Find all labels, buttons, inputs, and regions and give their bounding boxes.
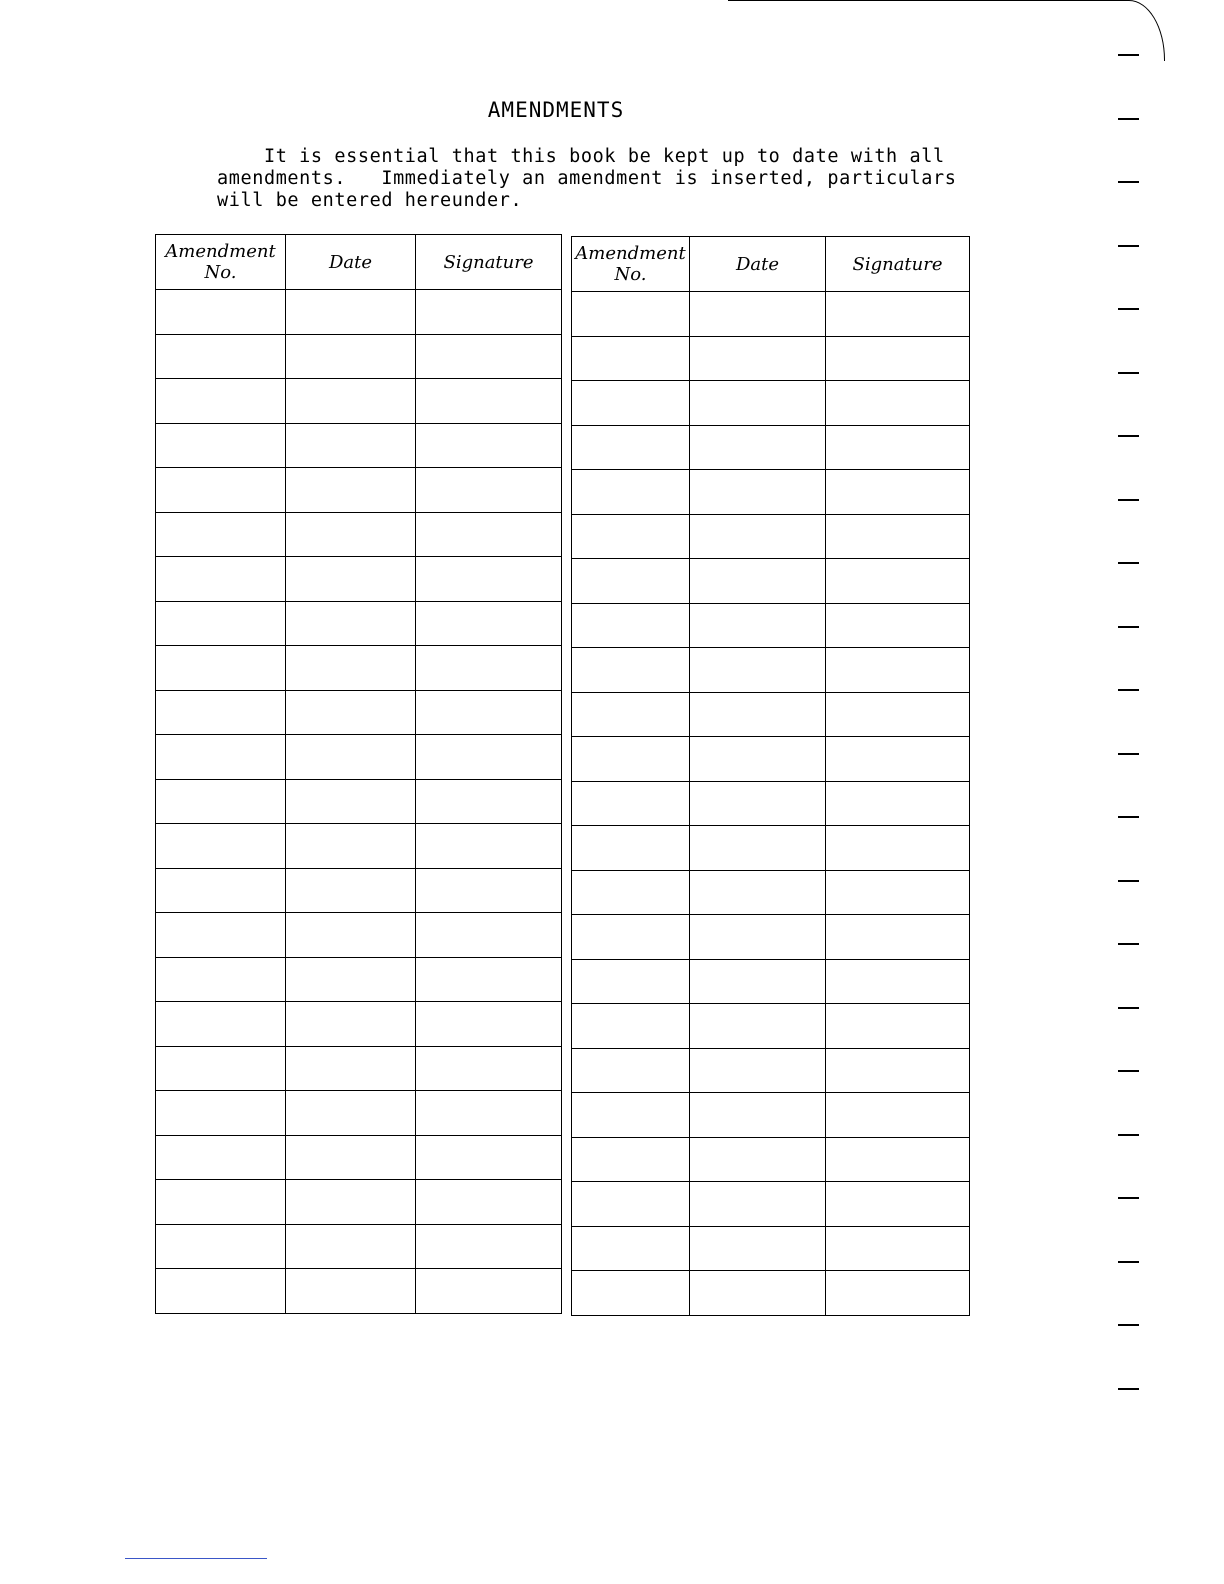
date-cell bbox=[690, 1271, 826, 1316]
date-cell bbox=[690, 826, 826, 871]
table-row bbox=[156, 957, 562, 1002]
margin-tick bbox=[1118, 499, 1139, 501]
page-corner-curl bbox=[1128, 0, 1165, 61]
header-amendment-no: Amendment No. bbox=[572, 237, 690, 292]
table-row bbox=[156, 1180, 562, 1225]
date-cell bbox=[690, 292, 826, 337]
amendment-no-cell bbox=[572, 870, 690, 915]
table-row bbox=[156, 1046, 562, 1091]
margin-tick bbox=[1118, 435, 1139, 437]
date-cell bbox=[690, 514, 826, 559]
date-cell bbox=[286, 468, 416, 513]
intro-line: It is essential that this book be kept up to date with all bbox=[217, 146, 945, 167]
date-cell bbox=[690, 425, 826, 470]
table-row bbox=[156, 557, 562, 602]
date-cell bbox=[286, 1180, 416, 1225]
signature-cell bbox=[826, 514, 970, 559]
table-row bbox=[156, 423, 562, 468]
date-cell bbox=[286, 868, 416, 913]
amendment-no-cell bbox=[156, 290, 286, 335]
amendment-no-cell bbox=[156, 690, 286, 735]
signature-cell bbox=[826, 870, 970, 915]
amendment-no-cell bbox=[156, 557, 286, 602]
amendment-no-cell bbox=[156, 379, 286, 424]
table-row bbox=[572, 292, 970, 337]
margin-tick bbox=[1118, 1197, 1139, 1199]
date-cell bbox=[286, 646, 416, 691]
signature-cell bbox=[826, 336, 970, 381]
amendment-no-cell bbox=[156, 512, 286, 557]
date-cell bbox=[286, 1224, 416, 1269]
signature-cell bbox=[826, 1271, 970, 1316]
table-body bbox=[572, 292, 970, 1316]
amendment-no-cell bbox=[572, 425, 690, 470]
table-row bbox=[156, 379, 562, 424]
table-row bbox=[156, 290, 562, 335]
date-cell bbox=[690, 870, 826, 915]
table-row bbox=[156, 512, 562, 557]
signature-cell bbox=[826, 603, 970, 648]
margin-tick bbox=[1118, 118, 1139, 120]
amendment-no-cell bbox=[156, 1269, 286, 1314]
signature-cell bbox=[416, 379, 562, 424]
table-header-row bbox=[572, 237, 970, 292]
date-cell bbox=[286, 735, 416, 780]
amendment-no-cell bbox=[156, 1002, 286, 1047]
date-cell bbox=[286, 1002, 416, 1047]
date-cell bbox=[286, 824, 416, 869]
margin-tick bbox=[1118, 626, 1139, 628]
date-cell bbox=[690, 781, 826, 826]
amendment-no-cell bbox=[572, 1226, 690, 1271]
date-cell bbox=[690, 1048, 826, 1093]
signature-cell bbox=[416, 646, 562, 691]
margin-tick bbox=[1118, 372, 1139, 374]
table-row bbox=[156, 868, 562, 913]
table-row bbox=[572, 514, 970, 559]
table-row bbox=[156, 690, 562, 735]
amendment-no-cell bbox=[572, 603, 690, 648]
table-row bbox=[156, 913, 562, 958]
amendment-no-cell bbox=[572, 1048, 690, 1093]
table-row bbox=[572, 870, 970, 915]
date-cell bbox=[690, 1226, 826, 1271]
amendment-no-cell bbox=[572, 826, 690, 871]
signature-cell bbox=[416, 913, 562, 958]
table-row bbox=[572, 648, 970, 693]
date-cell bbox=[286, 1091, 416, 1136]
table-row bbox=[572, 781, 970, 826]
date-cell bbox=[690, 559, 826, 604]
signature-cell bbox=[416, 557, 562, 602]
signature-cell bbox=[826, 1182, 970, 1227]
margin-tick bbox=[1118, 1070, 1139, 1072]
date-cell bbox=[690, 603, 826, 648]
table-row bbox=[572, 959, 970, 1004]
signature-cell bbox=[416, 1091, 562, 1136]
amendment-no-cell bbox=[572, 514, 690, 559]
table-row bbox=[156, 1135, 562, 1180]
signature-cell bbox=[826, 381, 970, 426]
date-cell bbox=[286, 290, 416, 335]
signature-cell bbox=[416, 601, 562, 646]
intro-line: will be entered hereunder. bbox=[217, 190, 523, 211]
date-cell bbox=[286, 601, 416, 646]
intro-line: amendments. Immediately an amendment is inserted, particulars bbox=[217, 168, 957, 189]
table-row bbox=[156, 334, 562, 379]
amendment-no-cell bbox=[156, 913, 286, 958]
table-row bbox=[572, 692, 970, 737]
amendment-no-cell bbox=[572, 1093, 690, 1138]
date-cell bbox=[690, 381, 826, 426]
signature-cell bbox=[826, 1093, 970, 1138]
signature-cell bbox=[416, 423, 562, 468]
amendment-no-cell bbox=[156, 1091, 286, 1136]
header-date: Date bbox=[690, 237, 826, 292]
header-amendment-no: Amendment No. bbox=[156, 235, 286, 290]
date-cell bbox=[690, 737, 826, 782]
amendment-no-cell bbox=[156, 1135, 286, 1180]
table-row bbox=[156, 1269, 562, 1314]
signature-cell bbox=[416, 957, 562, 1002]
signature-cell bbox=[416, 290, 562, 335]
date-cell bbox=[690, 1093, 826, 1138]
signature-cell bbox=[826, 1137, 970, 1182]
table-row bbox=[572, 1182, 970, 1227]
amendment-no-cell bbox=[572, 381, 690, 426]
margin-tick bbox=[1118, 689, 1139, 691]
table-row bbox=[156, 1002, 562, 1047]
date-cell bbox=[286, 557, 416, 602]
margin-tick bbox=[1118, 1261, 1139, 1263]
date-cell bbox=[286, 779, 416, 824]
table-row bbox=[156, 601, 562, 646]
amendment-no-cell bbox=[572, 648, 690, 693]
date-cell bbox=[286, 1135, 416, 1180]
table-row bbox=[572, 381, 970, 426]
amendment-no-cell bbox=[156, 824, 286, 869]
date-cell bbox=[286, 913, 416, 958]
amendment-no-cell bbox=[156, 468, 286, 513]
table-row bbox=[156, 1224, 562, 1269]
date-cell bbox=[690, 1137, 826, 1182]
amendment-table-left bbox=[155, 234, 562, 1314]
amendment-no-cell bbox=[572, 915, 690, 960]
margin-tick bbox=[1118, 181, 1139, 183]
amendment-no-cell bbox=[156, 868, 286, 913]
table-row bbox=[572, 470, 970, 515]
table-row bbox=[156, 779, 562, 824]
table-row bbox=[572, 603, 970, 648]
margin-tick bbox=[1118, 1007, 1139, 1009]
amendment-no-cell bbox=[572, 692, 690, 737]
amendment-no-cell bbox=[572, 336, 690, 381]
table-row bbox=[572, 737, 970, 782]
date-cell bbox=[286, 1269, 416, 1314]
signature-cell bbox=[416, 468, 562, 513]
signature-cell bbox=[416, 735, 562, 780]
date-cell bbox=[286, 512, 416, 557]
amendment-no-cell bbox=[156, 957, 286, 1002]
amendment-no-cell bbox=[156, 423, 286, 468]
margin-tick bbox=[1118, 1324, 1139, 1326]
date-cell bbox=[690, 1004, 826, 1049]
margin-tick bbox=[1118, 753, 1139, 755]
signature-cell bbox=[416, 512, 562, 557]
table-row bbox=[572, 1137, 970, 1182]
table-row bbox=[572, 1226, 970, 1271]
margin-tick bbox=[1118, 816, 1139, 818]
margin-tick bbox=[1118, 880, 1139, 882]
table-row bbox=[572, 425, 970, 470]
table-row bbox=[572, 915, 970, 960]
signature-cell bbox=[416, 1046, 562, 1091]
amendment-no-cell bbox=[156, 646, 286, 691]
signature-cell bbox=[826, 559, 970, 604]
amendment-no-cell bbox=[572, 781, 690, 826]
amendment-no-cell bbox=[156, 601, 286, 646]
intro-paragraph bbox=[217, 146, 957, 212]
signature-cell bbox=[826, 292, 970, 337]
table-row bbox=[572, 559, 970, 604]
amendment-no-cell bbox=[572, 1004, 690, 1049]
date-cell bbox=[286, 957, 416, 1002]
amendment-no-cell bbox=[572, 1182, 690, 1227]
amendment-no-cell bbox=[572, 292, 690, 337]
amendment-no-cell bbox=[572, 470, 690, 515]
date-cell bbox=[690, 959, 826, 1004]
signature-cell bbox=[416, 779, 562, 824]
amendment-no-cell bbox=[156, 1180, 286, 1225]
amendment-no-cell bbox=[572, 1271, 690, 1316]
page-edge-line bbox=[728, 0, 1128, 1]
signature-cell bbox=[826, 826, 970, 871]
signature-cell bbox=[826, 1004, 970, 1049]
signature-cell bbox=[826, 692, 970, 737]
date-cell bbox=[286, 423, 416, 468]
date-cell bbox=[690, 336, 826, 381]
signature-cell bbox=[416, 1224, 562, 1269]
margin-tick bbox=[1118, 54, 1139, 56]
date-cell bbox=[286, 379, 416, 424]
signature-cell bbox=[416, 1269, 562, 1314]
signature-cell bbox=[826, 425, 970, 470]
amendment-no-cell bbox=[156, 779, 286, 824]
table-row bbox=[156, 468, 562, 513]
margin-tick bbox=[1118, 943, 1139, 945]
signature-cell bbox=[826, 915, 970, 960]
table-row bbox=[572, 1093, 970, 1138]
signature-cell bbox=[416, 1180, 562, 1225]
date-cell bbox=[690, 1182, 826, 1227]
table-row bbox=[156, 735, 562, 780]
signature-cell bbox=[826, 1226, 970, 1271]
table-row bbox=[156, 646, 562, 691]
amendment-table-right bbox=[571, 236, 970, 1316]
signature-cell bbox=[826, 959, 970, 1004]
amendment-no-cell bbox=[572, 559, 690, 604]
table-row bbox=[156, 1091, 562, 1136]
amendment-no-cell bbox=[572, 959, 690, 1004]
table-row bbox=[572, 1048, 970, 1093]
signature-cell bbox=[826, 470, 970, 515]
signature-cell bbox=[416, 690, 562, 735]
signature-cell bbox=[416, 1002, 562, 1047]
margin-tick bbox=[1118, 245, 1139, 247]
table-row bbox=[572, 1271, 970, 1316]
table-row bbox=[572, 336, 970, 381]
margin-tick bbox=[1118, 308, 1139, 310]
date-cell bbox=[690, 648, 826, 693]
signature-cell bbox=[416, 1135, 562, 1180]
amendment-no-cell bbox=[156, 1224, 286, 1269]
header-signature: Signature bbox=[416, 235, 562, 290]
signature-cell bbox=[826, 648, 970, 693]
date-cell bbox=[690, 692, 826, 737]
amendment-no-cell bbox=[156, 735, 286, 780]
footer-rule bbox=[125, 1558, 267, 1559]
date-cell bbox=[690, 470, 826, 515]
table-row bbox=[156, 824, 562, 869]
table-row bbox=[572, 1004, 970, 1049]
date-cell bbox=[286, 1046, 416, 1091]
table-header-row bbox=[156, 235, 562, 290]
amendment-no-cell bbox=[572, 1137, 690, 1182]
amendment-no-cell bbox=[572, 737, 690, 782]
signature-cell bbox=[416, 334, 562, 379]
header-signature: Signature bbox=[826, 237, 970, 292]
page-title: AMENDMENTS bbox=[487, 98, 625, 122]
date-cell bbox=[690, 915, 826, 960]
margin-tick bbox=[1118, 1388, 1139, 1390]
amendment-no-cell bbox=[156, 1046, 286, 1091]
signature-cell bbox=[416, 824, 562, 869]
signature-cell bbox=[826, 737, 970, 782]
table-body bbox=[156, 290, 562, 1314]
signature-cell bbox=[416, 868, 562, 913]
date-cell bbox=[286, 334, 416, 379]
amendment-no-cell bbox=[156, 334, 286, 379]
date-cell bbox=[286, 690, 416, 735]
margin-tick bbox=[1118, 562, 1139, 564]
signature-cell bbox=[826, 781, 970, 826]
header-date: Date bbox=[286, 235, 416, 290]
signature-cell bbox=[826, 1048, 970, 1093]
table-row bbox=[572, 826, 970, 871]
margin-tick bbox=[1118, 1134, 1139, 1136]
